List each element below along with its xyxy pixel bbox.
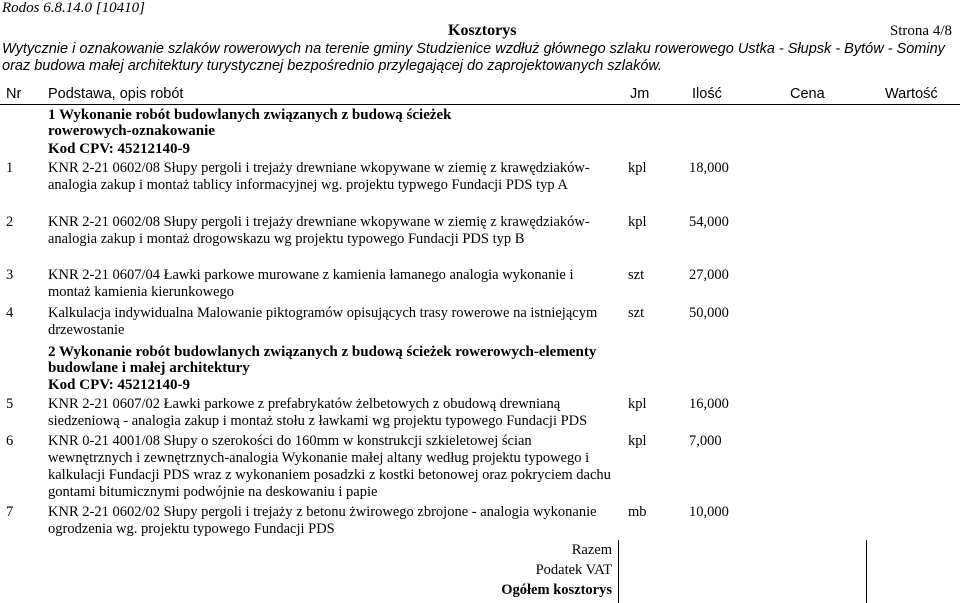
row-description: KNR 0-21 4001/08 Słupy o szerokości do 160mm w konstrukcji szkieletowej ścian wewnętrznych i zewnętrznych-analogia Wykonanie małej altany według projektu typowego i kalkulacji Fundacji PDS wraz z wykonaniem posadzki z kostki betonowej oraz pokryciem dachu gontami bitumicznymi podwójnie na deskowaniu i papie: [48, 433, 611, 500]
row-unit: kpl: [628, 214, 647, 230]
page-number: Strona 4/8: [889, 23, 952, 39]
summary-grand-total-label: Ogółem kosztorys: [501, 582, 612, 598]
column-header-qty: Ilość: [692, 86, 722, 102]
row-quantity: 18,000: [689, 160, 729, 176]
row-unit: mb: [628, 504, 647, 520]
row-number: 2: [6, 214, 14, 230]
row-number: 1: [6, 160, 14, 176]
row-unit: kpl: [628, 396, 647, 412]
header-rule: [0, 104, 960, 105]
summary-divider: [866, 540, 867, 603]
section-title: 2 Wykonanie robót budowlanych związanych z budową ścieżek rowerowych-elementy budowlane i małej architektury: [48, 344, 597, 376]
document-subtitle: Wytycznie i oznakowanie szlaków rowerowych na terenie gminy Studzienice wzdłuż głównego szlaku rowerowego Ustka - Słupsk - Bytów - Sominy oraz budowa małej architektury turystycznej bezpośrednio przylegającej do zaprojektowanych szlaków.: [2, 41, 945, 74]
row-quantity: 54,000: [689, 214, 729, 230]
row-unit: kpl: [628, 160, 647, 176]
row-number: 7: [6, 504, 14, 520]
row-number: 4: [6, 305, 14, 321]
column-header-nr: Nr: [6, 86, 22, 102]
document-title: Kosztorys: [448, 22, 517, 39]
section-title: 1 Wykonanie robót budowlanych związanych z budową ścieżek rowerowych-oznakowanie: [48, 107, 452, 139]
row-number: 6: [6, 433, 14, 449]
row-description: Kalkulacja indywidualna Malowanie piktogramów opisujących trasy rowerowe na istniejącym drzewostanie: [48, 305, 598, 338]
row-description: KNR 2-21 0607/02 Ławki parkowe z prefabrykatów żelbetowych z obudową drewnianą siedzeniową - analogia zakup i montaż stołu z ławkami wg projektu typowego Fundacji PDS: [48, 396, 588, 429]
row-description: KNR 2-21 0602/08 Słupy pergoli i trejaży drewniane wkopywane w ziemię z krawędziaków-analogia zakup i montaż drogowskazu wg projektu typowego Fundacji PDS typ B: [48, 214, 590, 247]
row-unit: szt: [628, 267, 645, 283]
section-code: Kod CPV: 45212140-9: [48, 141, 190, 157]
row-description: KNR 2-21 0602/02 Słupy pergoli i trejaży z betonu żwirowego zbrojone - analogia wykonanie ogrodzenia wg. projektu typowego Fundacji PDS: [48, 504, 597, 537]
column-header-basis: Podstawa, opis robót: [48, 86, 184, 102]
summary-vat-label: Podatek VAT: [535, 562, 612, 578]
row-number: 5: [6, 396, 14, 412]
summary-total-label: Razem: [571, 542, 612, 558]
row-quantity: 7,000: [689, 433, 722, 449]
row-description: KNR 2-21 0602/08 Słupy pergoli i trejaży drewniane wkopywane w ziemię z krawędziaków-analogia zakup i montaż tablicy informacyjnej wg. projektu typwego Fundacji PDS typ A: [48, 160, 590, 193]
column-header-value: Wartość: [885, 86, 938, 102]
row-quantity: 16,000: [689, 396, 729, 412]
column-header-jm: Jm: [630, 86, 650, 102]
section-code: Kod CPV: 45212140-9: [48, 377, 190, 393]
app-version: Rodos 6.8.14.0 [10410]: [2, 0, 145, 16]
row-description: KNR 2-21 0607/04 Ławki parkowe murowane z kamienia łamanego analogia wykonanie i montaż kamienia kierunkowego: [48, 267, 574, 300]
column-header-price: Cena: [790, 86, 825, 102]
row-number: 3: [6, 267, 14, 283]
row-unit: szt: [628, 305, 645, 321]
row-quantity: 50,000: [689, 305, 729, 321]
row-unit: kpl: [628, 433, 647, 449]
row-quantity: 27,000: [689, 267, 729, 283]
summary-divider: [618, 540, 619, 603]
row-quantity: 10,000: [689, 504, 729, 520]
